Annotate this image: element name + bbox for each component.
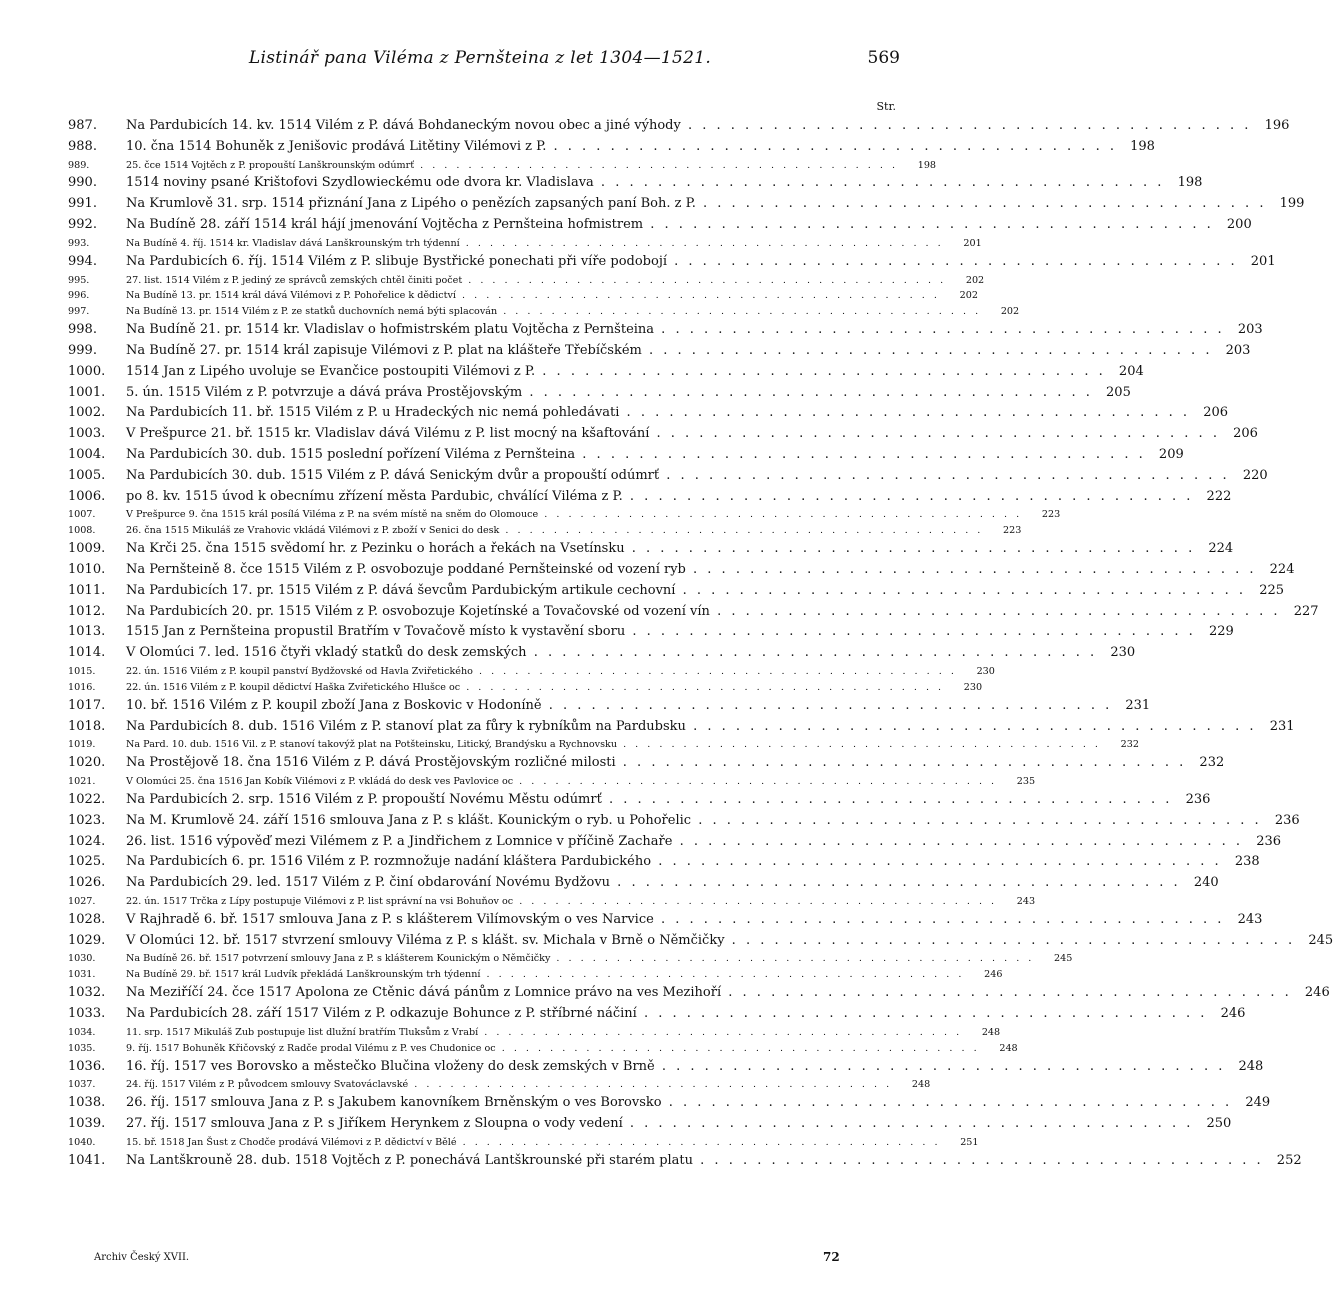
entry-page: 203 — [1237, 322, 1263, 338]
entry-number: 1007. — [68, 509, 96, 521]
entry-number: 1014. — [68, 645, 106, 661]
entry-page: 248 — [999, 1042, 1018, 1054]
entry-page: 249 — [1245, 1095, 1271, 1111]
entry-text: Na Krumlově 31. srp. 1514 přiznání Jana z Lipého o penězích zapsaných paní Boh. z P. . . . . . . . . . . . . . . . . . . . . . . . . . . . . . . . . . . . . . . . . — [126, 196, 1267, 212]
entry-number: 1004. — [68, 447, 106, 463]
page-number: 569 — [867, 48, 900, 68]
entry-number: 1040. — [68, 1136, 96, 1148]
entry-text: 22. ún. 1517 Trčka z Lípy postupuje Vilémovi z P. list správní na vsi Bohuňov oc . . . . . . . . . . . . . . . . . . . . . . . . . . . . . . . . . . . . . . . . — [126, 895, 998, 907]
entry-number: 1034. — [68, 1026, 96, 1038]
entry-number: 993. — [68, 237, 90, 249]
entry-text: Na Pardubicích 14. kv. 1514 Vilém z P. dává Bohdaneckým novou obec a jiné výhody . . . . . . . . . . . . . . . . . . . . . . . . . . . . . . . . . . . . . . . . — [126, 118, 1252, 133]
list-item — [68, 306, 1020, 322]
entry-text: V Olomúci 25. čna 1516 Jan Kobík Vilémovi z P. vkládá do desk ves Pavlovice oc . . . . . . . . . . . . . . . . . . . . . . . . . . . . . . . . . . . . . . . . — [126, 776, 998, 788]
entry-text: 22. ún. 1516 Vilém z P. koupil panství Bydžovské od Havla Zviřetického . . . . . . . . . . . . . . . . . . . . . . . . . . . . . . . . . . . . . . . . — [126, 665, 957, 677]
entry-page: 199 — [1279, 196, 1305, 212]
entry-text: 15. bř. 1518 Jan Šust z Chodče prodává Vilémovi z P. dědictví v Bělé . . . . . . . . . . . . . . . . . . . . . . . . . . . . . . . . . . . . . . . . — [126, 1136, 941, 1148]
entry-number: 988. — [68, 138, 97, 154]
entry-text: V Olomúci 12. bř. 1517 stvrzení smlouvy Viléma z P. s klášt. sv. Michala v Brně o Němčičky . . . . . . . . . . . . . . . . . . . . . . . . . . . . . . . . . . . . . . . . — [126, 932, 1296, 948]
entry-text: Na Pardubicích 17. pr. 1515 Vilém z P. dává ševcům Pardubickým artikule cechovní . . . . . . . . . . . . . . . . . . . . . . . . . . . . . . . . . . . . . . . . — [126, 582, 1247, 598]
entry-page: 246 — [984, 969, 1003, 981]
entry-number: 1038. — [68, 1095, 106, 1111]
list-item — [68, 274, 985, 291]
entry-number: 1000. — [68, 363, 106, 379]
entry-text: 10. čna 1514 Bohuněk z Jenišovic prodává Litětiny Vilémovi z P. . . . . . . . . . . . . . . . . . . . . . . . . . . . . . . . . . . . . . . . . — [126, 138, 1117, 154]
entry-number: 1030. — [68, 953, 96, 965]
list-item — [68, 253, 1276, 275]
entry-number: 1015. — [68, 665, 96, 677]
entry-number: 1041. — [68, 1152, 106, 1168]
entry-text: Na M. Krumlově 24. září 1516 smlouva Jana z P. s klášt. Kounickým o ryb. u Pohořelic . . . . . . . . . . . . . . . . . . . . . . . . . . . . . . . . . . . . . . . . — [126, 812, 1262, 828]
list-item — [68, 290, 978, 306]
entry-page: 225 — [1259, 582, 1285, 598]
entry-number: 1003. — [68, 426, 106, 442]
entry-page: 204 — [1118, 363, 1144, 379]
list-item — [68, 159, 937, 176]
entry-page: 229 — [1208, 624, 1234, 640]
list-item — [68, 582, 1285, 604]
list-item — [68, 1095, 1271, 1116]
entry-text: 27. říj. 1517 smlouva Jana z P. s Jiříkem Herynkem z Sloupna o vody vedení . . . . . . . . . . . . . . . . . . . . . . . . . . . . . . . . . . . . . . . . — [126, 1116, 1194, 1132]
entry-number: 1019. — [68, 739, 96, 751]
entry-text: Na Budíně 29. bř. 1517 král Ludvík překládá Lanškrounským trh týdenní . . . . . . . . . . . . . . . . . . . . . . . . . . . . . . . . . . . . . . . . — [126, 969, 965, 981]
list-item — [68, 488, 1232, 510]
entry-number: 1010. — [68, 561, 106, 577]
entry-number: 1023. — [68, 812, 106, 828]
list-item — [68, 138, 1155, 160]
entry-number: 1002. — [68, 405, 106, 421]
list-item — [68, 791, 1211, 813]
list-item — [68, 447, 1184, 468]
entry-text: 11. srp. 1517 Mikuláš Zub postupuje list dlužní bratřím Tluksům z Vrabí . . . . . . . . . . . . . . . . . . . . . . . . . . . . . . . . . . . . . . . . — [126, 1026, 963, 1038]
entry-page: 202 — [965, 274, 985, 286]
entry-text: Na Meziříčí 24. čce 1517 Apolona ze Ctěnic dává pánům z Lomnice právo na ves Mezihoří . . . . . . . . . . . . . . . . . . . . . . . . . . . . . . . . . . . . . . . . — [126, 985, 1292, 1001]
list-item — [68, 1058, 1264, 1080]
entry-text: Na Pardubicích 6. říj. 1514 Vilém z P. slibuje Bystřické ponechati při víře podobojí . . . . . . . . . . . . . . . . . . . . . . . . . . . . . . . . . . . . . . . . — [126, 253, 1238, 269]
entry-number: 999. — [68, 343, 97, 359]
entry-text: Na Pardubicích 28. září 1517 Vilém z P. odkazuje Bohunce z P. stříbrné náčiní . . . . . . . . . . . . . . . . . . . . . . . . . . . . . . . . . . . . . . . . — [126, 1005, 1208, 1021]
entry-number: 997. — [68, 306, 90, 318]
entry-number: 1008. — [68, 525, 96, 537]
entry-page: 235 — [1016, 776, 1036, 788]
entry-number: 989. — [68, 159, 90, 171]
entry-text: Na Pardubicích 20. pr. 1515 Vilém z P. osvobozuje Kojetínské a Tovačovské od vození vín . . . . . . . . . . . . . . . . . . . . . . . . . . . . . . . . . . . . . . . . — [126, 603, 1281, 619]
entry-text: Na Pardubicích 2. srp. 1516 Vilém z P. propouští Novému Městu odúmrť . . . . . . . . . . . . . . . . . . . . . . . . . . . . . . . . . . . . . . . . — [126, 791, 1173, 807]
entry-text: Na Pardubicích 30. dub. 1515 Vilém z P. dává Senickým dvůr a propouští odúmrť . . . . . . . . . . . . . . . . . . . . . . . . . . . . . . . . . . . . . . . . — [126, 467, 1230, 483]
list-item — [68, 755, 1225, 776]
entry-number: 996. — [68, 290, 90, 302]
list-item — [68, 363, 1144, 385]
sheet-number: 72 — [823, 1250, 840, 1264]
entry-number: 1005. — [68, 467, 106, 483]
list-item — [68, 237, 982, 254]
entry-number: 991. — [68, 196, 97, 212]
list-item — [68, 895, 1036, 912]
entry-text: 9. říj. 1517 Bohuněk Křičovský z Radče prodal Vilému z P. ves Chudonice oc . . . . . . . . . . . . . . . . . . . . . . . . . . . . . . . . . . . . . . . . — [126, 1042, 980, 1054]
entry-text: Na Budíně 27. pr. 1514 král zapisuje Vilémovi z P. plat na klášteře Třebíčském . . . . . . . . . . . . . . . . . . . . . . . . . . . . . . . . . . . . . . . . — [126, 343, 1213, 359]
list-item — [68, 833, 1282, 855]
entry-number: 1035. — [68, 1042, 96, 1054]
entry-page: 245 — [1054, 953, 1073, 965]
entry-number: 1029. — [68, 932, 106, 948]
list-item — [68, 624, 1234, 645]
page-header — [0, 48, 960, 78]
entry-number: 1031. — [68, 969, 96, 981]
entry-text: Na Budíně 26. bř. 1517 potvrzení smlouvy Jana z P. s klášterem Kounickým o Němčičky . . . . . . . . . . . . . . . . . . . . . . . . . . . . . . . . . . . . . . . . — [126, 953, 1035, 965]
page-column-header: Str. — [876, 100, 896, 113]
list-item — [68, 525, 1022, 541]
entry-number: 1037. — [68, 1079, 96, 1091]
entry-page: 201 — [1250, 253, 1276, 269]
entry-list — [68, 118, 1333, 1174]
entry-page: 209 — [1158, 447, 1184, 463]
entry-text: Na Pardubicích 30. dub. 1515 poslední pořízení Viléma z Pernšteina . . . . . . . . . . . . . . . . . . . . . . . . . . . . . . . . . . . . . . . . — [126, 447, 1146, 463]
entry-text: 25. čce 1514 Vojtěch z P. propouští Lanškrounským odúmrť . . . . . . . . . . . . . . . . . . . . . . . . . . . . . . . . . . . . . . . . — [126, 159, 899, 171]
list-item — [68, 467, 1268, 489]
entry-number: 1012. — [68, 603, 106, 619]
entry-number: 1036. — [68, 1058, 106, 1074]
entry-number: 1022. — [68, 791, 106, 807]
entry-text: 27. list. 1514 Vilém z P. jediný ze správců zemských chtěl činiti počet . . . . . . . . . . . . . . . . . . . . . . . . . . . . . . . . . . . . . . . . — [126, 274, 947, 286]
entry-page: 205 — [1106, 384, 1131, 400]
entry-page: 198 — [917, 159, 937, 171]
list-item — [68, 561, 1295, 583]
entry-text: 5. ún. 1515 Vilém z P. potvrzuje a dává práva Prostějovským . . . . . . . . . . . . . . . . . . . . . . . . . . . . . . . . . . . . . . . . — [126, 384, 1093, 400]
entry-number: 1001. — [68, 384, 106, 400]
entry-number: 1025. — [68, 854, 106, 870]
list-item — [68, 196, 1305, 217]
entry-page: 227 — [1293, 603, 1319, 619]
list-item — [68, 118, 1290, 139]
entry-page: 196 — [1264, 118, 1290, 133]
entry-page: 245 — [1308, 932, 1333, 948]
entry-text: Na Pardubicích 6. pr. 1516 Vilém z P. rozmnožuje nadání kláštera Pardubického . . . . . . . . . . . . . . . . . . . . . . . . . . . . . . . . . . . . . . . . — [126, 854, 1222, 870]
entry-page: 250 — [1206, 1116, 1232, 1132]
entry-number: 1028. — [68, 911, 106, 927]
running-title: Listinář pana Viléma z Pernšteina z let 1304—1521. — [248, 48, 712, 68]
entry-number: 1021. — [68, 776, 96, 788]
entry-page: 220 — [1242, 467, 1268, 483]
entry-number: 1039. — [68, 1116, 106, 1132]
entry-page: 224 — [1208, 541, 1234, 557]
entry-page: 230 — [1110, 645, 1136, 661]
entry-text: 1515 Jan z Pernšteina propustil Bratřím v Tovačově místo k vystavění sboru . . . . . . . . . . . . . . . . . . . . . . . . . . . . . . . . . . . . . . . . — [126, 624, 1196, 640]
entry-number: 1032. — [68, 985, 106, 1001]
list-item — [68, 322, 1263, 343]
entry-page: 224 — [1269, 561, 1295, 577]
entry-text: 26. list. 1516 výpověď mezi Vilémem z P. a Jindřichem z Lomnice v příčině Zachaře . . . . . . . . . . . . . . . . . . . . . . . . . . . . . . . . . . . . . . . . — [126, 833, 1244, 849]
entry-text: po 8. kv. 1515 úvod k obecnímu zřízení města Pardubic, chválící Viléma z P. . . . . . . . . . . . . . . . . . . . . . . . . . . . . . . . . . . . . . . . . — [126, 488, 1194, 504]
entry-page: 252 — [1276, 1152, 1302, 1168]
entry-number: 1027. — [68, 895, 96, 907]
entry-page: 223 — [1041, 509, 1061, 521]
list-item — [68, 969, 1003, 985]
list-item — [68, 384, 1131, 406]
entry-page: 246 — [1304, 985, 1330, 1001]
entry-page: 202 — [959, 290, 978, 302]
entry-number: 1024. — [68, 833, 106, 849]
list-item — [68, 175, 1203, 196]
entry-text: Na Budíně 13. pr. 1514 král dává Vilémovi z P. Pohořelice k dědictví . . . . . . . . . . . . . . . . . . . . . . . . . . . . . . . . . . . . . . . . — [126, 290, 940, 302]
entry-page: 223 — [1003, 525, 1022, 537]
list-item — [68, 1042, 1018, 1059]
entry-text: 1514 Jan z Lipého uvoluje se Evančice postoupiti Vilémovi z P. . . . . . . . . . . . . . . . . . . . . . . . . . . . . . . . . . . . . . . . . — [126, 363, 1106, 379]
entry-number: 987. — [68, 118, 97, 133]
list-item — [68, 1005, 1246, 1027]
list-item — [68, 645, 1136, 666]
entry-number: 1017. — [68, 697, 106, 713]
volume-signature: Archiv Český XVII. — [94, 1252, 190, 1263]
entry-page: 201 — [963, 237, 982, 249]
entry-number: 1026. — [68, 875, 106, 891]
entry-page: 232 — [1199, 755, 1225, 771]
entry-page: 206 — [1233, 426, 1258, 442]
entry-text: Na Prostějově 18. čna 1516 Vilém z P. dává Prostějovským rozličné milosti . . . . . . . . . . . . . . . . . . . . . . . . . . . . . . . . . . . . . . . . — [126, 755, 1187, 771]
entry-number: 995. — [68, 274, 90, 286]
entry-page: 248 — [981, 1026, 1001, 1038]
entry-text: Na Budíně 13. pr. 1514 Vilém z P. ze statků duchovních nemá býti splacován . . . . . . . . . . . . . . . . . . . . . . . . . . . . . . . . . . . . . . . . — [126, 306, 982, 318]
entry-text: Na Pardubicích 11. bř. 1515 Vilém z P. u Hradeckých nic nemá pohledávati . . . . . . . . . . . . . . . . . . . . . . . . . . . . . . . . . . . . . . . . — [126, 405, 1191, 421]
entry-text: Na Krči 25. čna 1515 svědomí hr. z Pezinku o horách a řekách na Vsetínsku . . . . . . . . . . . . . . . . . . . . . . . . . . . . . . . . . . . . . . . . — [126, 541, 1196, 557]
entry-number: 992. — [68, 217, 97, 233]
list-item — [68, 854, 1260, 875]
entry-page: 236 — [1256, 833, 1282, 849]
entry-number: 998. — [68, 322, 97, 338]
list-item — [68, 776, 1036, 792]
entry-text: V Prešpurce 9. čna 1515 král posílá Viléma z P. na svém místě na sněm do Olomouce . . . . . . . . . . . . . . . . . . . . . . . . . . . . . . . . . . . . . . . . — [126, 509, 1023, 521]
list-item — [68, 509, 1061, 525]
list-item — [68, 1116, 1232, 1137]
entry-text: Na Budíně 28. září 1514 král hájí jmenování Vojtěcha z Pernšteina hofmistrem . . . . . . . . . . . . . . . . . . . . . . . . . . . . . . . . . . . . . . . . — [126, 217, 1214, 233]
entry-number: 1018. — [68, 718, 106, 734]
entry-page: 198 — [1130, 138, 1155, 154]
list-item — [68, 697, 1151, 719]
entry-number: 994. — [68, 253, 97, 269]
entry-text: Na Pardubicích 8. dub. 1516 Vilém z P. stanoví plat za fůry k rybníkům na Pardubsku . . . . . . . . . . . . . . . . . . . . . . . . . . . . . . . . . . . . . . . . — [126, 718, 1257, 734]
entry-text: Na Pardubicích 29. led. 1517 Vilém z P. činí obdarování Novému Bydžovu . . . . . . . . . . . . . . . . . . . . . . . . . . . . . . . . . . . . . . . . — [126, 875, 1181, 891]
entry-text: 26. čna 1515 Mikuláš ze Vrahovic vkládá Vilémovi z P. zboží v Senici do desk . . . . . . . . . . . . . . . . . . . . . . . . . . . . . . . . . . . . . . . . — [126, 525, 984, 537]
list-item — [68, 739, 1139, 755]
entry-page: 243 — [1016, 895, 1036, 907]
entry-text: Na Pard. 10. dub. 1516 Vil. z P. stanoví takovýž plat na Potšteinsku, Litický, Brandýsku a Rychnovsku . . . . . . . . . . . . . . . . . . . . . . . . . . . . . . . . . . . . . . . . — [126, 739, 1101, 751]
entry-number: 1013. — [68, 624, 106, 640]
list-item — [68, 1026, 1001, 1043]
list-item — [68, 1152, 1302, 1174]
list-item — [68, 426, 1258, 447]
entry-text: V Olomúci 7. led. 1516 čtyři vkladý statků do desk zemských . . . . . . . . . . . . . . . . . . . . . . . . . . . . . . . . . . . . . . . . — [126, 645, 1098, 661]
entry-text: 26. říj. 1517 smlouva Jana z P. s Jakubem kanovníkem Brněnským o ves Borovsko . . . . . . . . . . . . . . . . . . . . . . . . . . . . . . . . . . . . . . . . — [126, 1095, 1233, 1111]
entry-page: 251 — [960, 1136, 979, 1148]
list-item — [68, 812, 1300, 834]
entry-page: 231 — [1269, 718, 1295, 734]
entry-text: 10. bř. 1516 Vilém z P. koupil zboží Jana z Boskovic v Hodoníně . . . . . . . . . . . . . . . . . . . . . . . . . . . . . . . . . . . . . . . . — [126, 697, 1113, 713]
entry-page: 246 — [1220, 1005, 1246, 1021]
list-item — [68, 343, 1251, 364]
entry-number: 1020. — [68, 755, 106, 771]
entry-text: 24. říj. 1517 Vilém z P. původcem smlouvy Svatováclavské . . . . . . . . . . . . . . . . . . . . . . . . . . . . . . . . . . . . . . . . — [126, 1079, 893, 1091]
entry-page: 248 — [911, 1079, 931, 1091]
list-item — [68, 932, 1333, 954]
entry-text: Na Budíně 4. říj. 1514 kr. Vladislav dává Lanškrounským trh týdenní . . . . . . . . . . . . . . . . . . . . . . . . . . . . . . . . . . . . . . . . — [126, 237, 944, 249]
entry-number: 1011. — [68, 582, 106, 598]
entry-page: 238 — [1234, 854, 1260, 870]
entry-page: 236 — [1185, 791, 1211, 807]
list-item — [68, 217, 1252, 238]
list-item — [68, 953, 1073, 969]
entry-page: 231 — [1125, 697, 1151, 713]
entry-page: 248 — [1238, 1058, 1264, 1074]
list-item — [68, 603, 1319, 625]
entry-text: Na Lantškrouně 28. dub. 1518 Vojtěch z P. ponechává Lantškrounské při starém platu . . . . . . . . . . . . . . . . . . . . . . . . . . . . . . . . . . . . . . . . — [126, 1152, 1264, 1168]
entry-page: 230 — [963, 681, 983, 693]
entry-page: 206 — [1203, 405, 1229, 421]
entry-page: 230 — [976, 665, 995, 677]
entry-text: Na Budíně 21. pr. 1514 kr. Vladislav o hofmistrském platu Vojtěcha z Pernšteina . . . . . . . . . . . . . . . . . . . . . . . . . . . . . . . . . . . . . . . . — [126, 322, 1225, 338]
entry-page: 222 — [1206, 488, 1232, 504]
list-item — [68, 985, 1330, 1006]
entry-text: 1514 noviny psané Krištofovi Szydlowieckému ode dvora kr. Vladislava . . . . . . . . . . . . . . . . . . . . . . . . . . . . . . . . . . . . . . . . — [126, 175, 1165, 191]
entry-page: 240 — [1193, 875, 1219, 891]
entry-page: 243 — [1237, 911, 1263, 927]
entry-page: 203 — [1225, 343, 1251, 359]
list-item — [68, 1079, 931, 1095]
entry-page: 232 — [1120, 739, 1139, 751]
list-item — [68, 665, 995, 682]
entry-text: V Rajhradě 6. bř. 1517 smlouva Jana z P. s klášterem Vilímovským o ves Narvice . . . . . . . . . . . . . . . . . . . . . . . . . . . . . . . . . . . . . . . . — [126, 911, 1225, 927]
entry-number: 1033. — [68, 1005, 106, 1021]
list-item — [68, 875, 1219, 896]
list-item — [68, 911, 1263, 933]
list-item — [68, 405, 1229, 426]
entry-page: 200 — [1226, 217, 1252, 233]
entry-number: 1006. — [68, 488, 106, 504]
entry-page: 202 — [1000, 306, 1020, 318]
entry-number: 990. — [68, 175, 97, 191]
list-item — [68, 541, 1234, 562]
entry-page: 198 — [1177, 175, 1203, 191]
entry-page: 236 — [1274, 812, 1300, 828]
entry-text: 16. říj. 1517 ves Borovsko a městečko Blučina vloženy do desk zemských v Brně . . . . . . . . . . . . . . . . . . . . . . . . . . . . . . . . . . . . . . . . — [126, 1058, 1226, 1074]
list-item — [68, 718, 1295, 740]
list-item — [68, 681, 983, 698]
entry-number: 1009. — [68, 541, 106, 557]
entry-text: V Prešpurce 21. bř. 1515 kr. Vladislav dává Vilému z P. list mocný na kšaftování . . . . . . . . . . . . . . . . . . . . . . . . . . . . . . . . . . . . . . . . — [126, 426, 1220, 442]
entry-text: Na Pernšteině 8. čce 1515 Vilém z P. osvobozuje poddané Pernšteinské od vození ryb . . . . . . . . . . . . . . . . . . . . . . . . . . . . . . . . . . . . . . . . — [126, 561, 1257, 577]
entry-text: 22. ún. 1516 Vilém z P. koupil dědictví Haška Zviřetického Hlušce oc . . . . . . . . . . . . . . . . . . . . . . . . . . . . . . . . . . . . . . . . — [126, 681, 945, 693]
list-item — [68, 1136, 979, 1153]
entry-number: 1016. — [68, 681, 96, 693]
